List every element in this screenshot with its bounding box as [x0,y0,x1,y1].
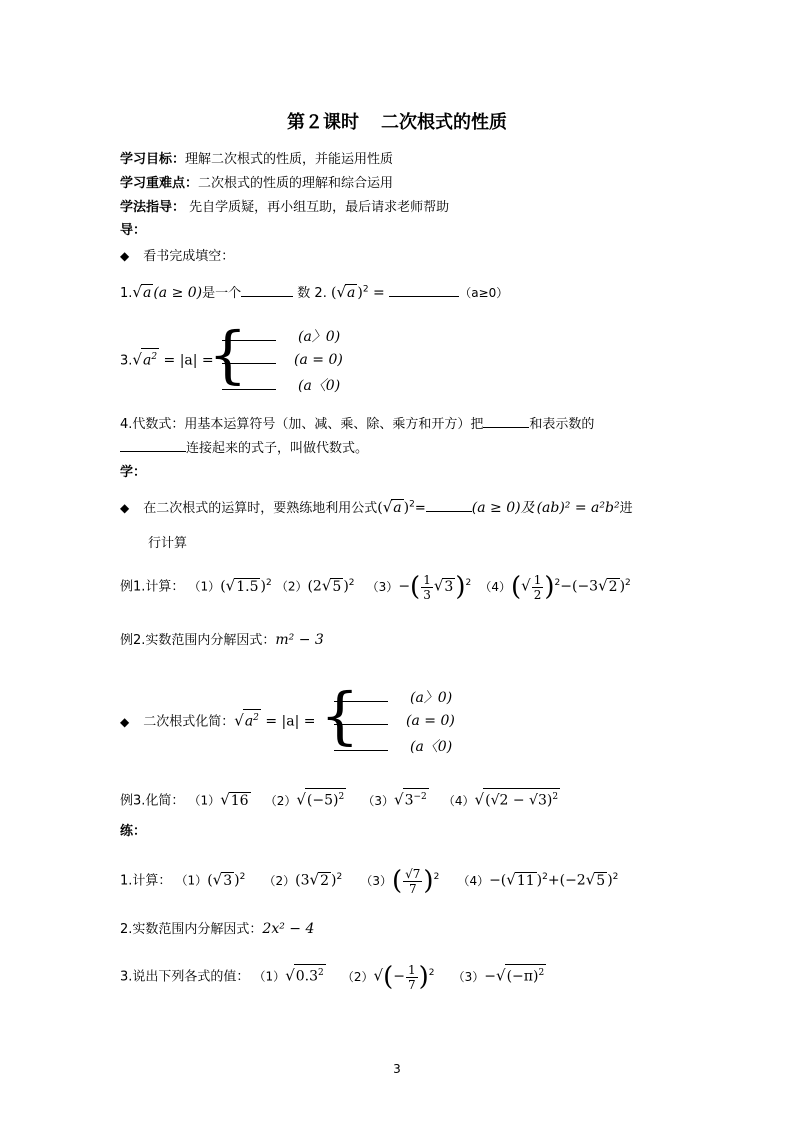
dao-question-3: $3.√a^2 = |a|$ = { (a〉0) (a = 0) (a〈0) [120,318,343,394]
ex2-expression: m² − 3 [275,632,324,648]
blank-q3-3[interactable] [222,377,276,390]
ex3-label: 例3.化简： [120,793,185,809]
dao-question-1-2: 1.√a (a ≥ 0)是一个 数 2. (√a )$^2$ = （a≥0） [120,283,509,301]
case-negative: (a〈0) [410,739,453,755]
section-lian: 练： [120,824,147,839]
q4-text-2: 和表示数的 [529,417,595,432]
dao-question-4-cont [120,437,368,456]
diamond-bullet-icon: ◆ [120,501,130,515]
q2-equals: = [368,285,390,301]
title-lesson: 第２课时 [287,112,359,133]
bullet2-equals: = |a| = [260,713,316,730]
case-positive: (a〉0) [410,690,453,706]
practice-1-item-2: （2） [263,873,296,888]
dao-bullet [120,245,234,264]
brace-icon: { [320,679,360,752]
bullet2-label: 二次根式化简： [143,714,235,730]
blank-b2-1[interactable] [334,689,388,702]
practice-1-label: 1.计算： [120,873,172,889]
brace-icon: { [208,318,248,391]
learning-method [120,196,449,215]
practice-1-item-1: （1） [175,873,208,888]
q1-condition: (a ≥ 0) [153,285,203,301]
dao-question-4 [120,413,594,432]
blank-q3-1[interactable] [222,328,276,341]
practice-2-expression: 2x² − 4 [262,921,315,937]
practice-3-item-2: （2） [341,969,374,984]
ex1-item-4: （4） [479,579,511,594]
xue-text-end: 进 [619,501,633,516]
ex1-item-2: （2） [275,579,308,594]
section-dao: 导： [120,223,147,238]
ex3-item-1: （1） [188,793,221,808]
title-topic: 二次根式的性质 [381,112,507,133]
blank-q1[interactable] [241,284,293,297]
ex1-label: 例1.计算： [120,579,185,595]
ex1-item-1: （1） [188,579,221,594]
practice-3: 3.说出下列各式的值： $(1)√0.3^2$ （2）√(− $\frac{1}{7}$ )$^2$ $(3)-√(-\pi)^2$ [120,962,545,992]
dao-bullet-text: 看书完成填空： [143,249,235,264]
practice-2 [120,918,314,937]
ex3-item-3: （3） [362,793,394,808]
q2-condition: （a≥0） [459,286,509,300]
xue-equals: = [414,501,426,516]
q3-equals: = |a| = [159,352,214,369]
ex1-item-3: （3） [366,579,399,594]
xue-bullet-1: ◆ 在二次根式的运算时，要熟练地利用公式(√a )$^2$= (a ≥ 0)及 (ab)² = a²b²进 [120,498,633,516]
ex2-label: 例2.实数范围内分解因式： [120,633,276,648]
xue-formula: (ab)² = a²b² [536,500,620,516]
q4-text-1: 4.代数式：用基本运算符号（加、减、乘、除、乘方和开方）把 [120,417,484,432]
practice-3-item-3: （3） [452,969,485,984]
practice-1-item-4: （4） [457,873,490,888]
xue-bullet-1-cont: 行计算 [148,536,188,551]
blank-q4-2[interactable] [120,439,186,452]
learning-key-points [120,172,393,191]
goal-text: 理解二次根式的性质，并能运用性质 [185,152,394,167]
learning-goal [120,148,393,167]
case-zero: (a = 0) [406,713,455,729]
blank-b2-2[interactable] [334,712,388,725]
practice-3-item-1: （1） [253,969,286,984]
example-1: 例1.计算： （1）(√1.5 )$^2$ （2）(2√5 )$^2$ （3）−( $\frac{1}{3}$ √3)$^2$ （4）(√ $\frac{1}{2}$ )$^2$−(−3√2 )$^2$ [120,572,631,602]
key-label: 学习重难点： [120,176,199,191]
case-zero: (a = 0) [294,352,343,368]
xue-bullet-2: ◆ 二次根式化简：$√a^2 = |a|$ = { (a〉0) (a = 0) (a〈0) [120,679,455,755]
xue-condition: (a ≥ 0)及 [471,500,535,516]
example-2 [120,629,324,648]
q3-number: 3. [120,353,133,369]
diamond-bullet-icon: ◆ [120,249,130,263]
practice-3-label: 3.说出下列各式的值： [120,969,250,985]
practice-1: 1.计算： （1）(√3 )$^2$ （2）(3√2 )$^2$ （3）( $\frac{√7}{7}$ )$^2$ （4）−(√11 )$^2$+(−2√5 )$^2$ [120,866,619,896]
page-title [0,108,794,134]
ex3-item-2: （2） [264,793,297,808]
blank-xue-1[interactable] [426,499,472,512]
key-text: 二次根式的性质的理解和综合运用 [198,176,394,191]
ex3-item-4: （4） [442,793,475,808]
blank-q4-1[interactable] [483,415,529,428]
blank-b2-3[interactable] [334,738,388,751]
goal-label: 学习目标： [120,152,186,167]
q1-text: 是一个 [202,286,242,301]
page-number: 3 [393,1062,401,1076]
xue-bullet-1-text: 在二次根式的运算时，要熟练地利用公式 [143,501,378,516]
q1-text-2: 数 2. [293,286,327,301]
case-negative: (a〈0) [298,378,341,394]
blank-q3-2[interactable] [222,351,276,364]
section-xue: 学： [120,465,147,480]
case-positive: (a〉0) [298,329,341,345]
q4-text-3: 连接起来的式子，叫做代数式。 [186,441,369,456]
blank-q2[interactable] [389,284,459,297]
practice-2-label: 2.实数范围内分解因式： [120,922,263,937]
q1-number: 1. [120,286,133,301]
method-text: 先自学质疑，再小组互助，最后请求老师帮助 [185,200,450,215]
practice-1-item-3: （3） [360,873,392,888]
example-3: 例3.化简： （1）√16 $(2)√(-5)^2$ $(3)√3^{-2}$ $(4)√(√2 - √3)^2$ [120,788,560,809]
method-label: 学法指导： [120,200,186,215]
diamond-bullet-icon: ◆ [120,714,130,729]
